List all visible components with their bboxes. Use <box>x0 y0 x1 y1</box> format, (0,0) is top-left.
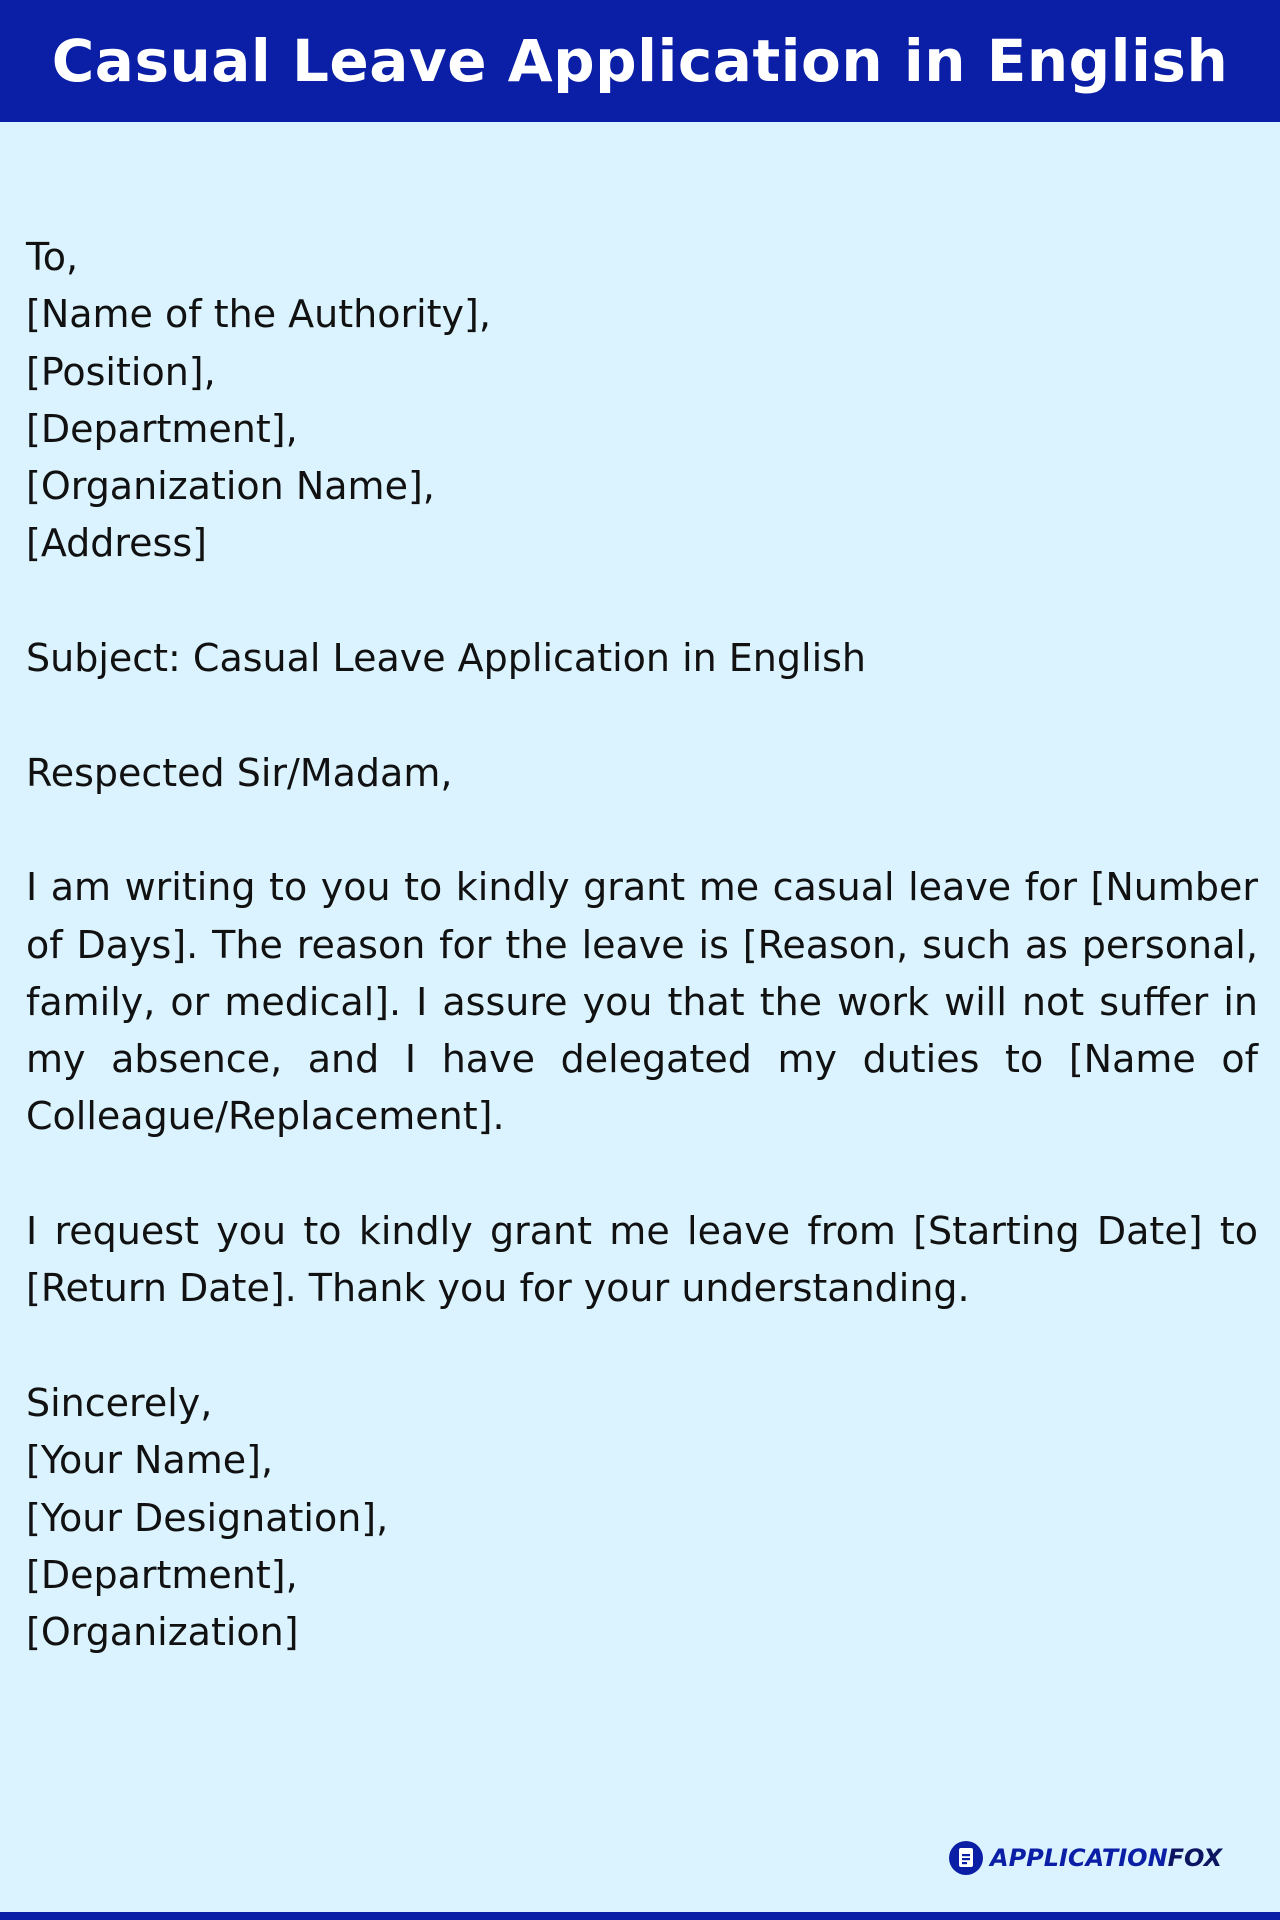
recipient-line: [Address] <box>26 521 207 566</box>
closing-line: Sincerely, <box>26 1380 213 1425</box>
closing-line: [Department], <box>26 1552 298 1597</box>
recipient-line: To, <box>26 235 79 279</box>
letter-body <box>26 229 1258 1661</box>
recipient-line: [Organization Name], <box>26 464 435 509</box>
body-paragraph: I request you to kindly grant me leave from [Starting Date] to [Return Date]. Thank you for your understanding. <box>26 1209 1258 1311</box>
brand-logo <box>948 1838 1222 1878</box>
recipient-line: [Department], <box>26 406 298 451</box>
salutation: Respected Sir/Madam, <box>26 750 453 795</box>
brand-name: APPLICATIONFOX <box>990 1844 1223 1872</box>
recipient-line: [Name of the Authority], <box>26 292 491 337</box>
subject-line: Subject: Casual Leave Application in English <box>26 636 867 681</box>
closing-line: [Your Name], <box>26 1438 274 1483</box>
recipient-line: [Position], <box>26 349 216 394</box>
closing-line: [Your Designation], <box>26 1495 389 1540</box>
document-icon <box>948 1840 984 1876</box>
footer-bar <box>0 1912 1280 1920</box>
page-header <box>0 0 1280 122</box>
page-title: Casual Leave Application in English <box>51 27 1229 95</box>
closing-line: [Organization] <box>26 1610 299 1655</box>
body-paragraph: I am writing to you to kindly grant me casual leave for [Number of Days]. The reason for the leave is [Reason, such as personal, family, or medical]. I assure you that the work will not suffer in my absence, and I have delegated my duties to [Name of Colleague/Replacement]. <box>26 865 1258 1139</box>
